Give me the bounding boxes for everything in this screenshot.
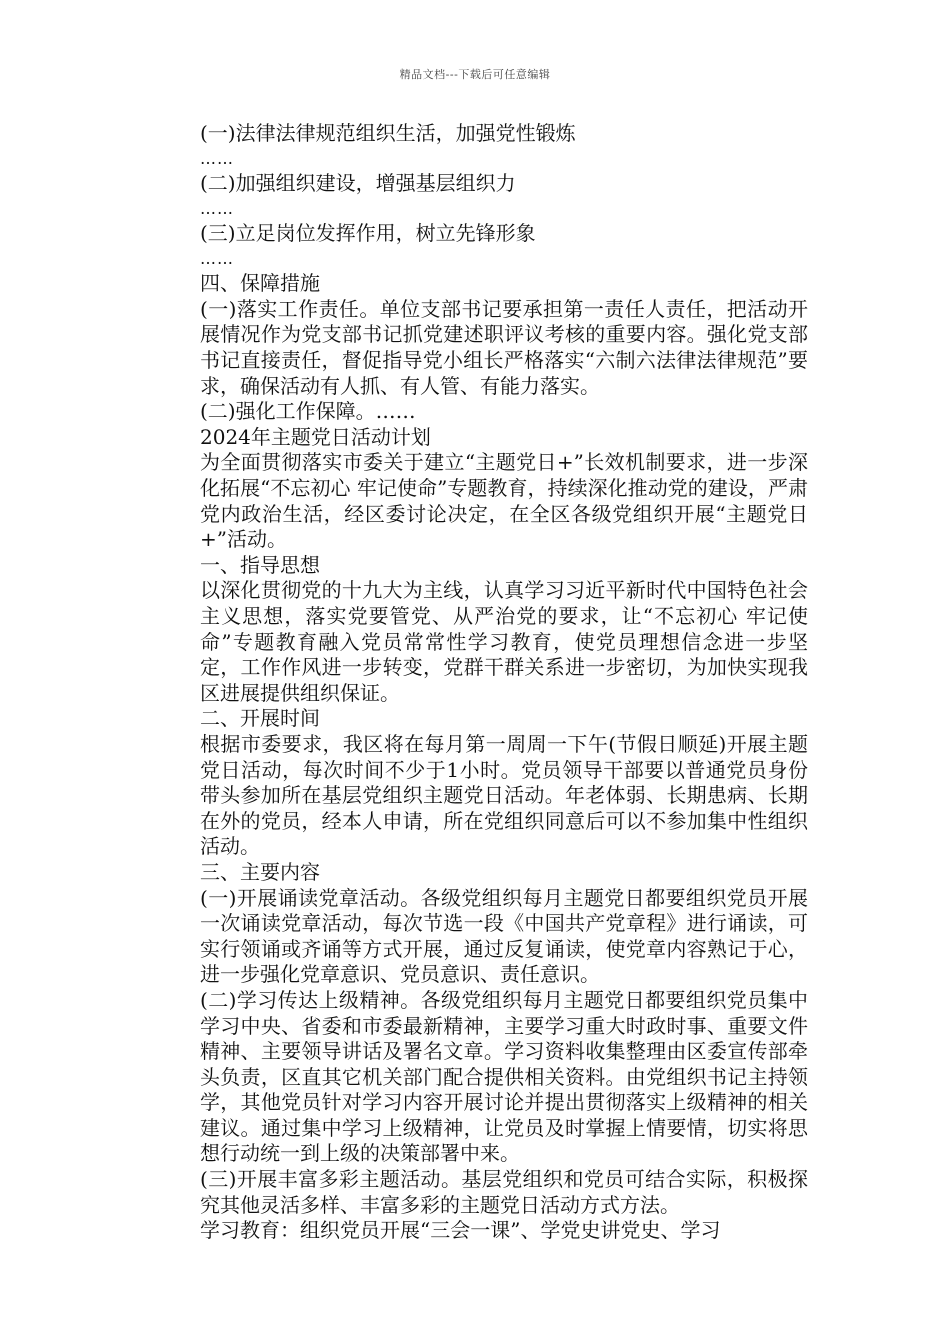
heading-line: (三)立足岗位发挥作用，树立先锋形象	[200, 221, 536, 246]
heading-line: 2024年主题党日活动计划	[200, 424, 431, 449]
document-body	[200, 121, 808, 1244]
heading-line: (二)强化工作保障。……	[200, 399, 416, 424]
body-paragraph: (一)落实工作责任。单位支部书记要承担第一责任人责任，把活动开展情况作为党支部书记抓党建述职评议考核的重要内容。强化党支部书记直接责任，督促指导党小组长严格落实“六制六法律法律规范”要求，确保活动有人抓、有人管、有能力落实。	[200, 296, 808, 398]
heading-line: (一)法律法律规范组织生活，加强党性锻炼	[200, 121, 576, 145]
body-paragraph: 以深化贯彻党的十九大为主线，认真学习习近平新时代中国特色社会主义思想，落实党要管党、从严治党的要求，让“不忘初心 牢记使命”专题教育融入党员常常性学习教育，使党员理想信念进一步坚定，工作作风进一步转变，党群干群关系进一步密切，为加快实现我区进展提供组织保证。	[200, 578, 808, 705]
page-header: 精品文档---下载后可任意编辑	[399, 68, 551, 81]
heading-line: 四、保障措施	[200, 271, 320, 296]
heading-line: (二)加强组织建设，增强基层组织力	[200, 171, 516, 196]
ellipsis-line: ……	[200, 148, 234, 168]
body-paragraph: 根据市委要求，我区将在每月第一周周一下午(节假日顺延)开展主题党日活动，每次时间不少于1小时。党员领导干部要以普通党员身份带头参加所在基层党组织主题党日活动。年老体弱、长期患病、长期在外的党员，经本人申请，所在党组织同意后可以不参加集中性组织活动。	[200, 731, 808, 859]
ellipsis-line: ……	[200, 248, 234, 268]
body-paragraph: (一)开展诵读党章活动。各级党组织每月主题党日都要组织党员开展一次诵读党章活动，每次节选一段《中国共产党章程》进行诵读，可实行领诵或齐诵等方式开展，通过反复诵读，使党章内容熟记于心，进一步强化党章意识、党员意识、责任意识。	[200, 885, 808, 987]
heading-line: 三、主要内容	[200, 859, 320, 884]
heading-line: 二、开展时间	[200, 706, 320, 731]
body-paragraph: (二)学习传达上级精神。各级党组织每月主题党日都要组织党员集中学习中央、省委和市委最新精神，主要学习重大时政时事、重要文件精神、主要领导讲话及署名文章。学习资料收集整理由区委宣传部牵头负责，区直其它机关部门配合提供相关资料。由党组织书记主持领学，其他党员针对学习内容开展讨论并提出贯彻落实上级精神的相关建议。通过集中学习上级精神，让党员及时掌握上情要情，切实将思想行动统一到上级的决策部署中来。	[200, 987, 808, 1166]
body-paragraph: (三)开展丰富多彩主题活动。基层党组织和党员可结合实际，积极探究其他灵活多样、丰富多彩的主题党日活动方式方法。	[200, 1167, 808, 1217]
body-paragraph: 为全面贯彻落实市委关于建立“主题党日+”长效机制要求，进一步深化拓展“不忘初心 牢记使命”专题教育，持续深化推动党的建设，严肃党内政治生活，经区委讨论决定，在全区各级党组织开展“主题党日+”活动。	[200, 450, 808, 552]
heading-line: 一、指导思想	[200, 552, 320, 577]
body-paragraph: 学习教育：组织党员开展“三会一课”、学党史讲党史、学习	[200, 1218, 721, 1243]
ellipsis-line: ……	[200, 198, 234, 218]
